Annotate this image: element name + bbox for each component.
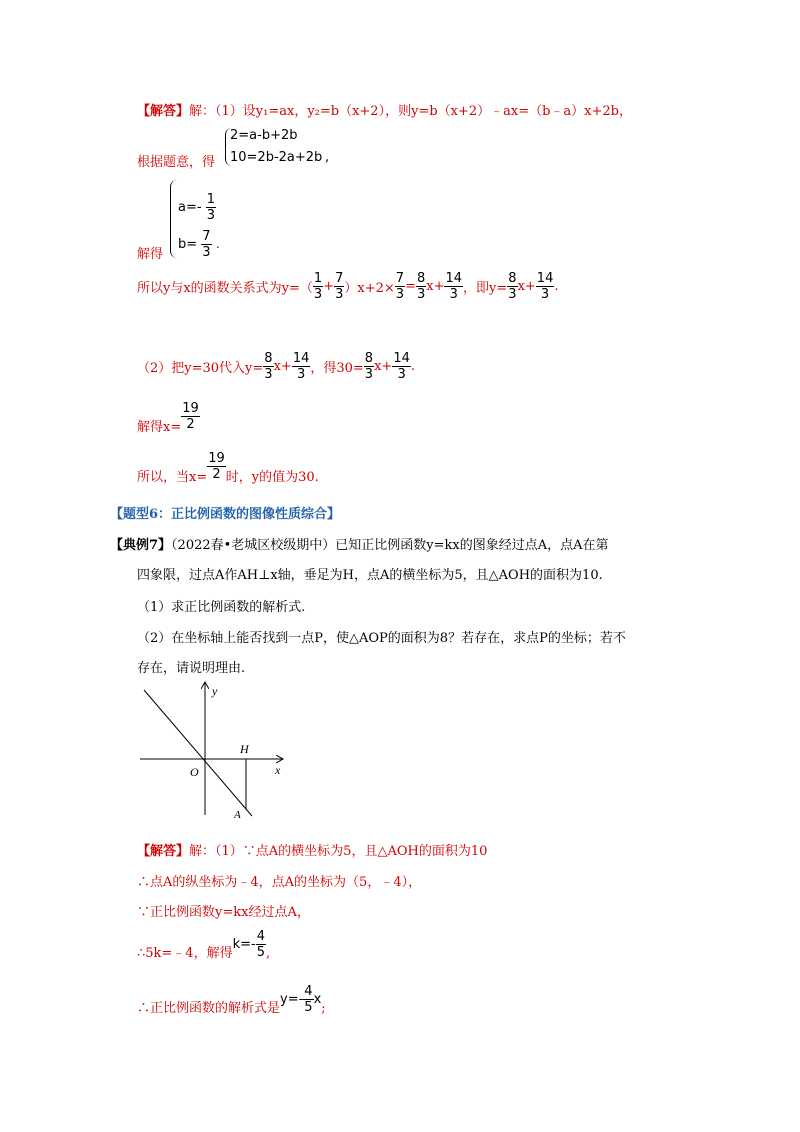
- origin-label: O: [190, 765, 199, 779]
- period: .: [215, 237, 220, 252]
- p2-mid: ，得30=: [310, 361, 364, 376]
- x-plus-c: x+: [273, 359, 292, 374]
- rel-mid1: ）x+2×: [344, 281, 395, 296]
- den: 3: [508, 287, 517, 302]
- rel-mid2: ，即y=: [463, 281, 508, 296]
- num: 7: [335, 271, 344, 286]
- num: 14: [445, 271, 463, 286]
- num: 19: [182, 401, 199, 416]
- p2-prefix: （2）把y=30代入y=: [137, 361, 264, 376]
- den: 3: [397, 367, 406, 382]
- semicolon: ;: [321, 1001, 326, 1016]
- final-post: 时，y的值为30.: [225, 470, 319, 485]
- question-2b: 存在，请说明理由.: [137, 661, 246, 676]
- frac-8-3c: [263, 352, 273, 381]
- answer2-tag: 【解答】: [137, 844, 190, 859]
- frac-19-2: [181, 402, 200, 431]
- example-line-2: 四象限，过点A作AH⊥x轴，垂足为H，点A的横坐标为5，且△AOH的面积为10.: [137, 568, 603, 583]
- period-2: .: [554, 279, 559, 294]
- frac-1-3: [206, 193, 216, 222]
- frac-4-5: [256, 930, 266, 959]
- section-title: 【题型6：正比例函数的图像性质综合】: [110, 507, 341, 522]
- num: 1: [206, 192, 215, 207]
- frac-7-3b: [334, 272, 344, 301]
- x-plus-d: x+: [374, 359, 393, 374]
- num: 8: [508, 271, 517, 286]
- frac-14-3: [444, 272, 463, 301]
- frac-14-3c: [292, 352, 311, 381]
- frac-19-2b: [207, 452, 226, 481]
- answer-text: 解：（1）设y₁=ax，y₂=b（x+2），则y=b（x+2）﹣ax=（b﹣a）x+2b，: [189, 104, 632, 119]
- final-pre: 所以，当x=: [137, 470, 208, 485]
- coordinate-figure: [130, 675, 300, 825]
- y-expression: [280, 985, 321, 1014]
- den: 3: [364, 367, 374, 382]
- frac-8-3d: [364, 352, 374, 381]
- a-label: A: [234, 809, 241, 821]
- den: 3: [335, 287, 344, 302]
- frac-14-3d: [392, 352, 411, 381]
- answer-line-2: 根据题意，得: [137, 155, 216, 170]
- k-eq: k=-: [232, 937, 256, 952]
- sol-a: [178, 193, 216, 222]
- den: 5: [256, 945, 265, 960]
- solve-label: 解得: [137, 247, 164, 262]
- answer2-text-1: 解：（1）∵点A的横坐标为5，且△AOH的面积为10: [189, 844, 488, 859]
- system-eq-1: 2=a-b+2b: [230, 128, 298, 143]
- den: 2: [212, 467, 221, 482]
- den: 2: [186, 417, 195, 432]
- den: 3: [395, 287, 405, 302]
- den: 3: [296, 367, 306, 382]
- frac-14-3b: [536, 272, 555, 301]
- system-comma: ,: [325, 150, 330, 165]
- frac-1-3b: [313, 272, 323, 301]
- frac-7-3: [201, 230, 211, 259]
- y-label: y: [212, 684, 218, 698]
- num: 7: [202, 229, 211, 244]
- rel-eq1: =: [405, 279, 416, 294]
- question-2a: （2）在坐标轴上能否找到一点P，使△AOP的面积为8？若存在，求点P的坐标；若不: [137, 631, 626, 646]
- answer2-line-1: [137, 840, 487, 859]
- answer-line-1: [137, 100, 632, 119]
- answer2-line-4: [137, 930, 270, 961]
- question-1: （1）求正比例函数的解析式.: [137, 600, 306, 615]
- example-text-1: （2022春•老城区校级期中）已知正比例函数y=kx的图象经过点A，点A在第: [171, 538, 609, 553]
- h-label: H: [240, 742, 249, 756]
- x-plus: x+: [426, 279, 445, 294]
- frac-8-3b: [507, 272, 517, 301]
- num: 8: [416, 271, 426, 286]
- answer2-line-2: ∴点A的纵坐标为﹣4，点A的坐标为（5，﹣4），: [137, 875, 422, 890]
- plus: +: [323, 279, 335, 294]
- den: 3: [202, 245, 211, 260]
- system-brace-2: [170, 180, 177, 258]
- sol-a-label: a=-: [178, 200, 202, 215]
- num: 8: [264, 351, 273, 366]
- y-eq: y=-: [280, 992, 304, 1007]
- period-3: .: [410, 359, 415, 374]
- solve-x-label: 解得x=: [137, 420, 182, 435]
- solve-x-line: [137, 402, 200, 435]
- den: 3: [264, 367, 273, 382]
- answer2-text-5: ∴正比例函数的解析式是: [137, 1001, 281, 1016]
- den: 3: [540, 287, 550, 302]
- num: 14: [292, 351, 310, 366]
- part2-line: [137, 352, 415, 381]
- frac-7-3c: [395, 272, 405, 301]
- x-label: x: [275, 763, 281, 777]
- rel-prefix: 所以y与x的函数关系式为y=（: [137, 281, 313, 296]
- den: 3: [416, 287, 426, 302]
- num: 8: [364, 351, 374, 366]
- den: 3: [449, 287, 458, 302]
- relation-line: [137, 272, 558, 301]
- den: 3: [313, 287, 323, 302]
- num: 14: [536, 271, 554, 286]
- k-expression: [233, 930, 266, 959]
- sol-b: [178, 230, 220, 259]
- example-tag: 【典例7】: [110, 538, 172, 553]
- final-line: [137, 452, 319, 485]
- num: 19: [208, 451, 225, 466]
- den: 5: [304, 1000, 313, 1015]
- frac-8-3: [416, 272, 426, 301]
- x-plus-b: x+: [517, 279, 536, 294]
- proportional-line: [144, 690, 252, 816]
- system-eq-2: 10=2b-2a+2b: [230, 150, 323, 165]
- x-var: x: [313, 992, 322, 1007]
- example-line-1: [110, 534, 609, 553]
- answer2-line-3: ∵正比例函数y=kx经过点A，: [137, 905, 310, 920]
- num: 4: [256, 929, 265, 944]
- num: 14: [393, 351, 410, 366]
- num: 4: [304, 984, 313, 999]
- num: 7: [395, 271, 405, 286]
- den: 3: [206, 208, 215, 223]
- sol-b-label: b=: [178, 237, 198, 252]
- answer2-line-5: [137, 985, 326, 1016]
- num: 1: [313, 271, 323, 286]
- frac-4-5b: [303, 985, 313, 1014]
- comma: ,: [266, 946, 271, 961]
- answer-tag: 【解答】: [137, 104, 190, 119]
- answer2-text-4: ∴5k=﹣4，解得: [137, 946, 233, 961]
